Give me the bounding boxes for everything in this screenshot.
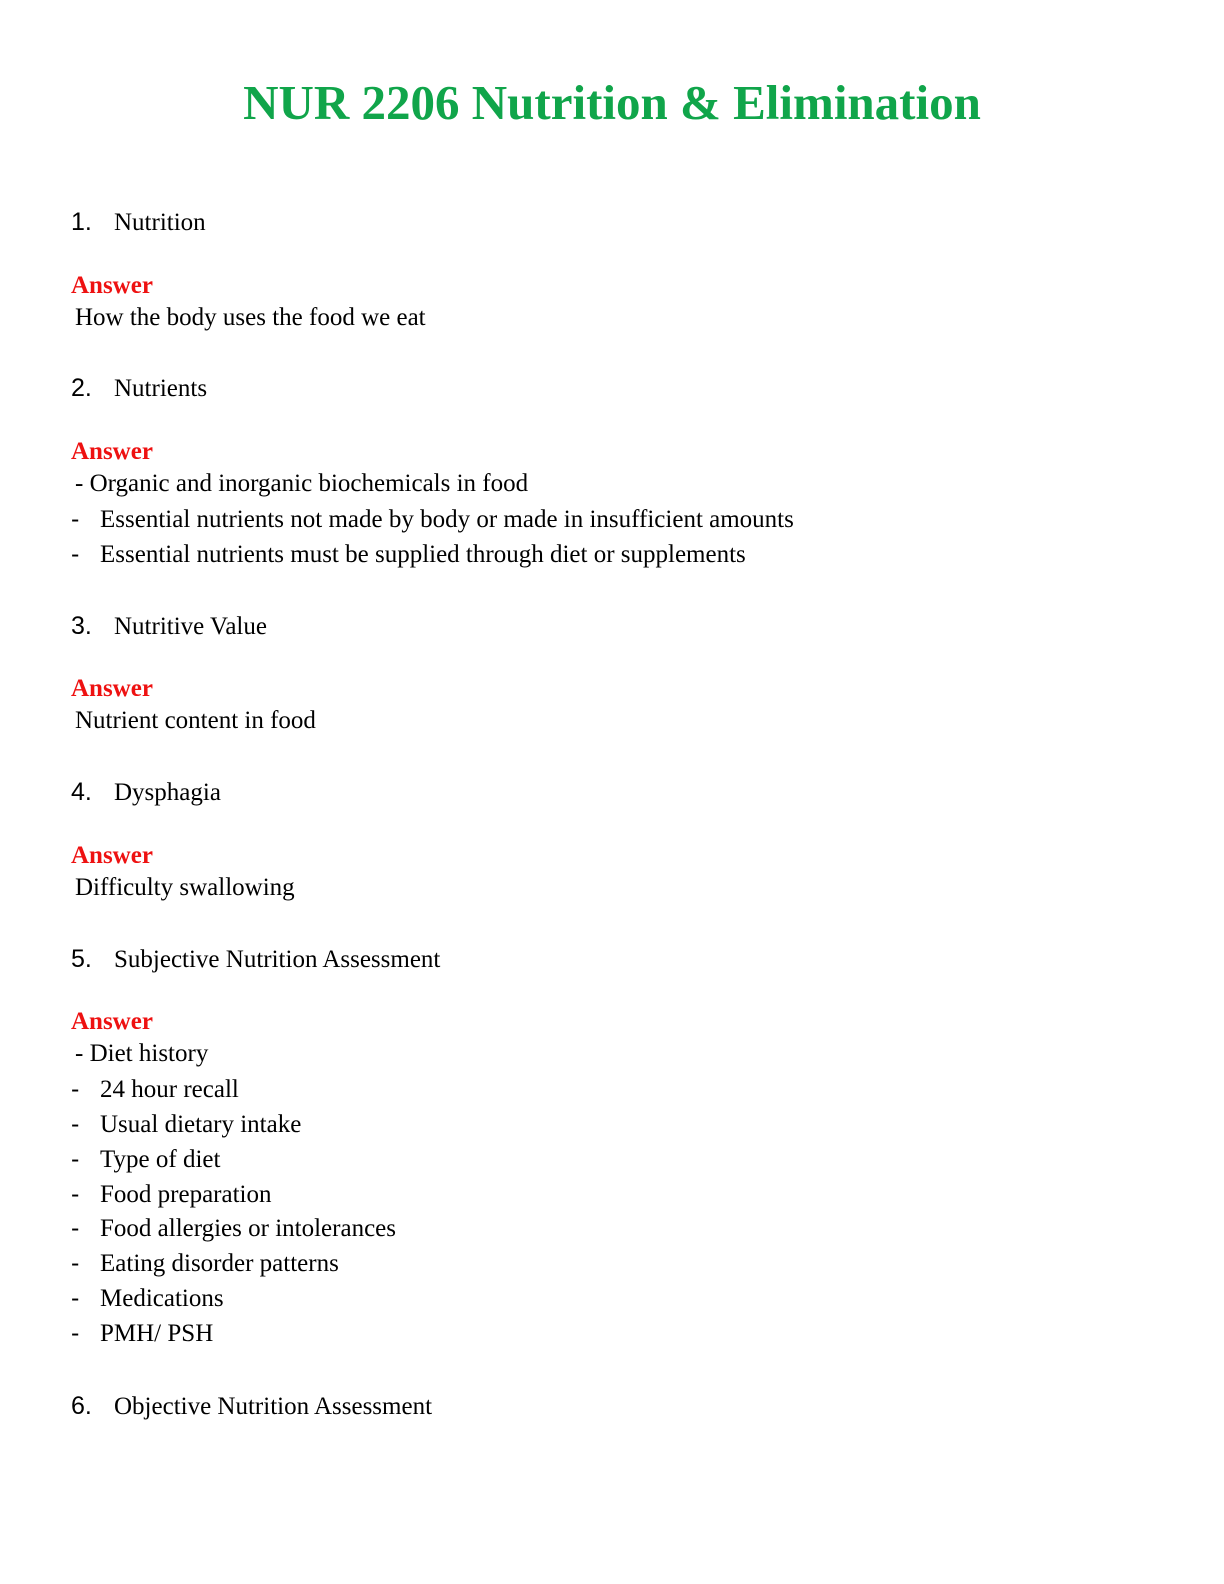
- question-number: 4.: [71, 778, 92, 806]
- question-number: 5.: [71, 945, 92, 973]
- answer-line: Nutrient content in food: [75, 707, 316, 734]
- bullet-item: [71, 1109, 301, 1140]
- bullet-text: Food preparation: [100, 1181, 272, 1208]
- answer-label: Answer: [71, 1008, 153, 1035]
- bullet-item: [71, 539, 746, 570]
- question-number: 1.: [71, 208, 92, 236]
- bullet-dash: -: [71, 1180, 80, 1208]
- bullet-dash: -: [71, 1284, 80, 1312]
- question-number: 6.: [71, 1392, 92, 1420]
- bullet-dash: -: [71, 1075, 80, 1103]
- bullet-item: [71, 504, 794, 535]
- answer-label: Answer: [71, 842, 153, 869]
- bullet-text: Eating disorder patterns: [100, 1250, 339, 1277]
- answer-label: Answer: [71, 438, 153, 465]
- bullet-dash: -: [71, 505, 80, 533]
- bullet-text: Type of diet: [100, 1146, 221, 1173]
- bullet-dash: -: [71, 1110, 80, 1138]
- question-6: [71, 1391, 432, 1422]
- question-text: Nutritive Value: [114, 613, 267, 640]
- answer-line: How the body uses the food we eat: [75, 304, 426, 331]
- bullet-item: [71, 1318, 213, 1349]
- question-number: 3.: [71, 612, 92, 640]
- question-2: [71, 373, 207, 404]
- bullet-dash: -: [71, 540, 80, 568]
- question-text: Dysphagia: [114, 779, 221, 806]
- bullet-item: [71, 1074, 239, 1105]
- bullet-item: [71, 1283, 224, 1314]
- question-3: [71, 611, 267, 642]
- answer-line: - Diet history: [75, 1040, 209, 1067]
- bullet-item: [71, 1144, 220, 1175]
- bullet-dash: -: [71, 1249, 80, 1277]
- answer-line: Difficulty swallowing: [75, 874, 295, 901]
- question-4: [71, 777, 221, 808]
- question-text: Nutrients: [114, 375, 208, 402]
- bullet-text: PMH/ PSH: [100, 1320, 214, 1347]
- bullet-text: Essential nutrients not made by body or made in insufficient amounts: [100, 506, 794, 533]
- answer-line: - Organic and inorganic biochemicals in food: [75, 470, 529, 497]
- question-text: Objective Nutrition Assessment: [114, 1393, 433, 1420]
- bullet-text: Medications: [100, 1285, 224, 1312]
- bullet-dash: -: [71, 1319, 80, 1347]
- document-title: NUR 2206 Nutrition & Elimination: [243, 75, 981, 130]
- answer-label: Answer: [71, 272, 153, 299]
- bullet-text: Usual dietary intake: [100, 1111, 302, 1138]
- bullet-text: Food allergies or intolerances: [100, 1215, 396, 1242]
- answer-label: Answer: [71, 675, 153, 702]
- bullet-text: 24 hour recall: [100, 1076, 239, 1103]
- question-text: Subjective Nutrition Assessment: [114, 946, 441, 973]
- bullet-item: [71, 1179, 271, 1210]
- bullet-dash: -: [71, 1145, 80, 1173]
- bullet-dash: -: [71, 1214, 80, 1242]
- question-5: [71, 944, 440, 975]
- question-1: [71, 207, 206, 238]
- question-number: 2.: [71, 374, 92, 402]
- bullet-item: [71, 1248, 339, 1279]
- bullet-item: [71, 1213, 396, 1244]
- bullet-text: Essential nutrients must be supplied through diet or supplements: [100, 541, 746, 568]
- question-text: Nutrition: [114, 209, 206, 236]
